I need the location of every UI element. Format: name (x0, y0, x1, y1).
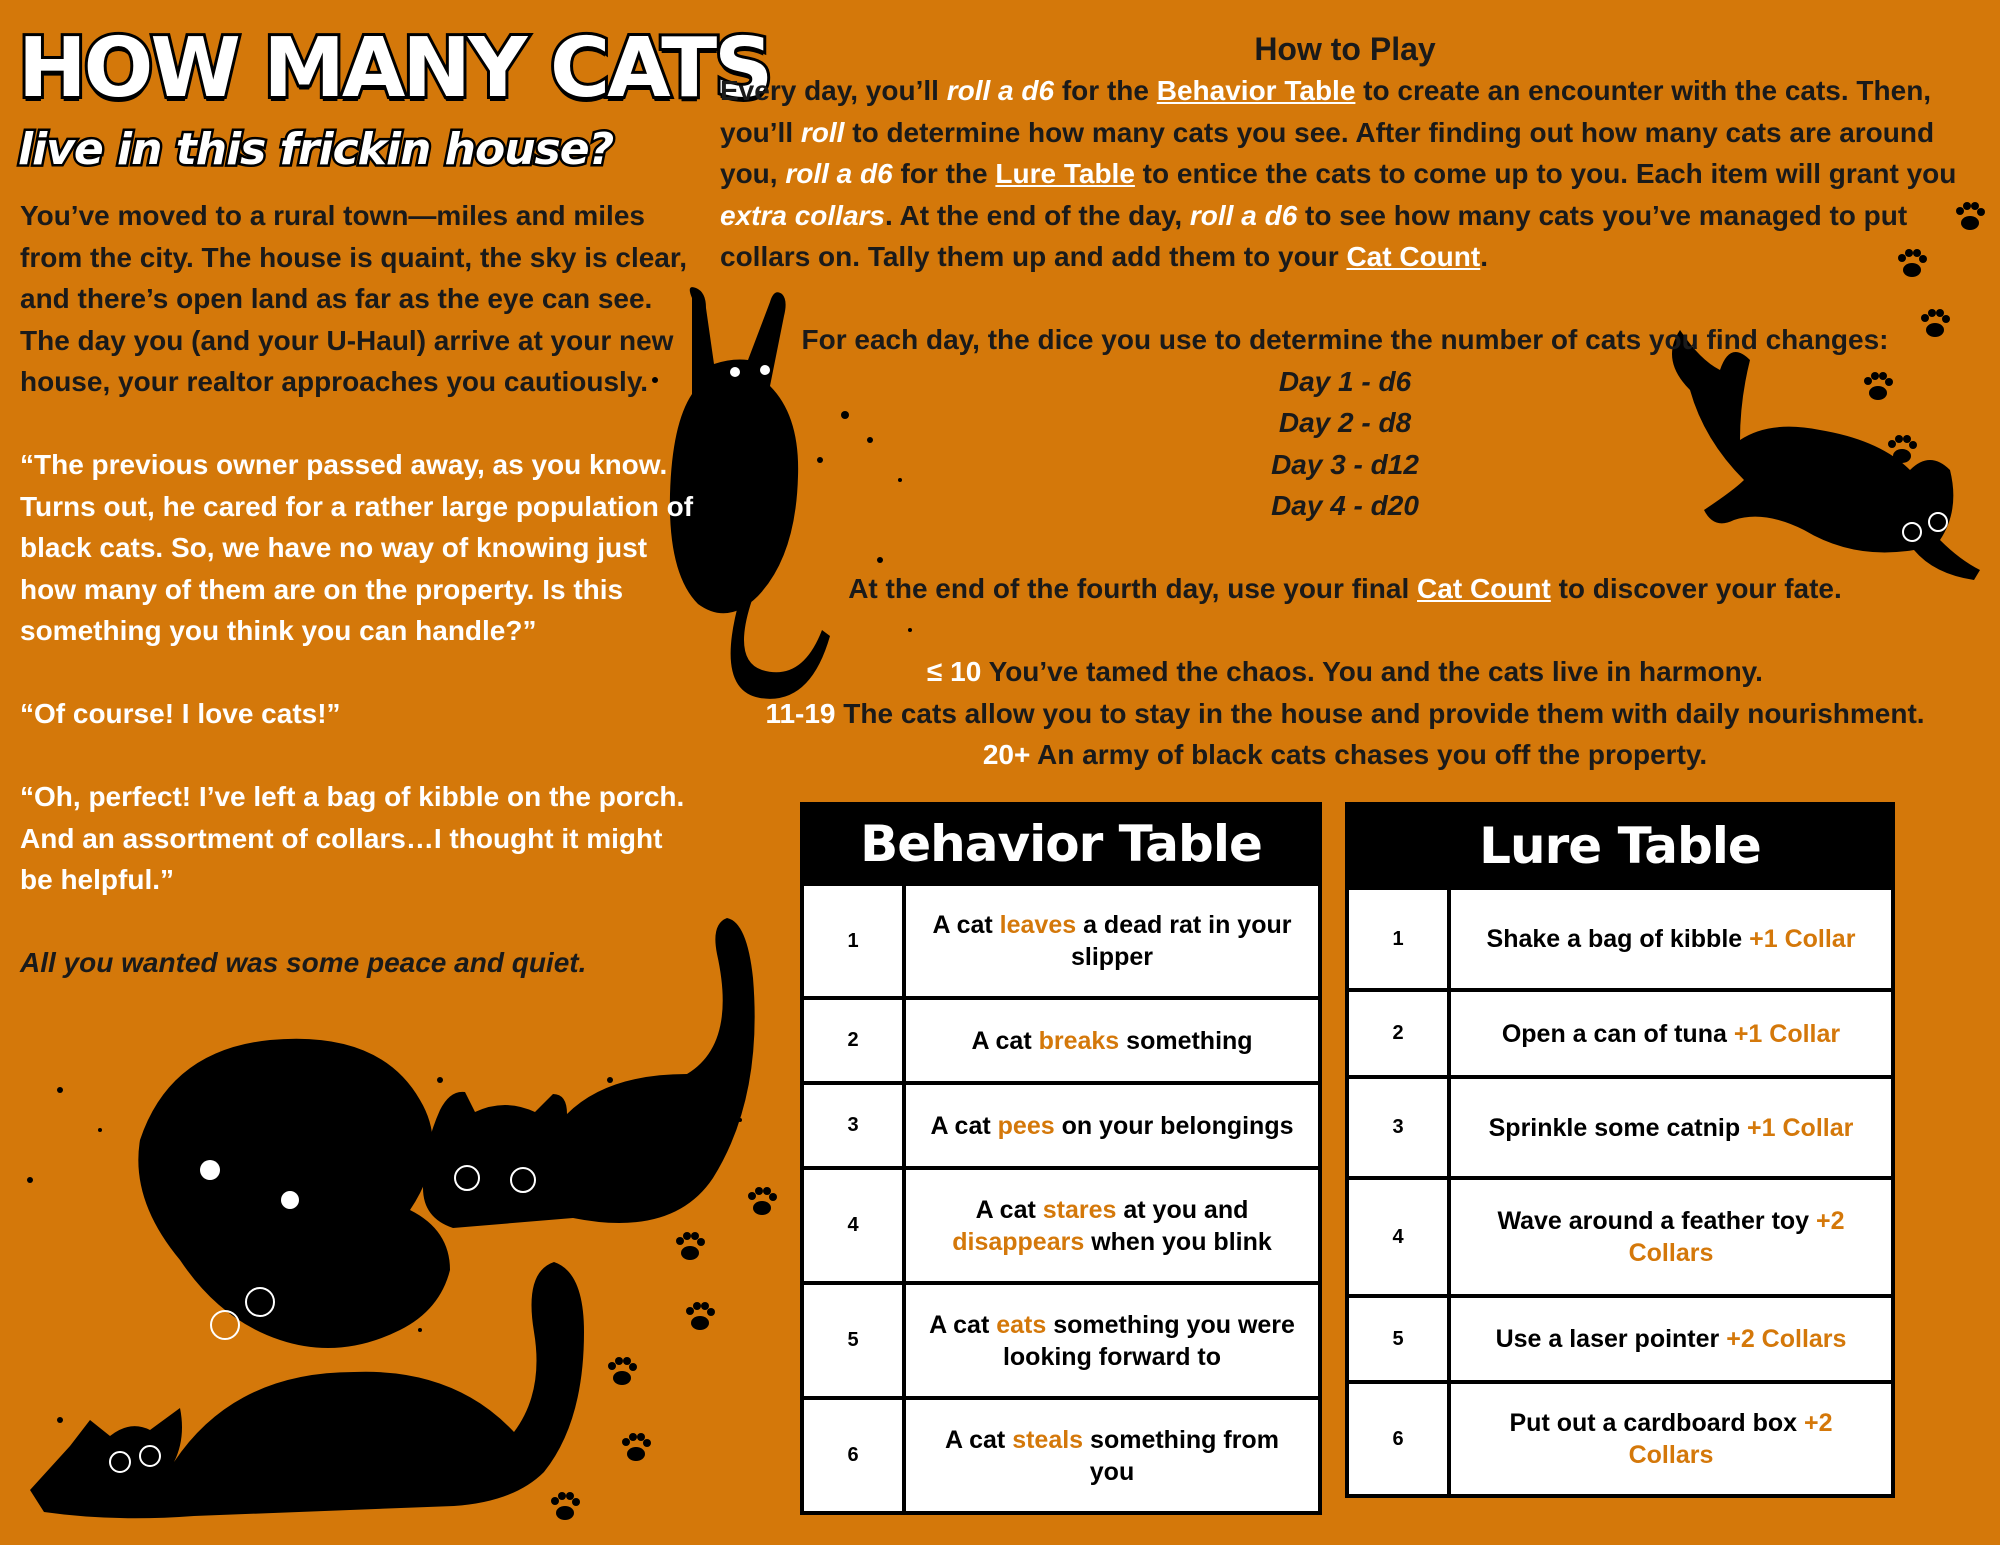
lure-table-title: Lure Table (1349, 806, 1891, 886)
table-row (1349, 1176, 1891, 1294)
text: to determine how many cats you see. After finding out how many cats are around you, (720, 116, 1935, 189)
fate-text: The cats allow you to stay in the house and provide them with daily nourishment. (835, 697, 1925, 729)
fate-text: An army of black cats chases you off the property. (1030, 739, 1708, 770)
story-text (20, 195, 700, 1025)
behavior-table-title: Behavior Table (804, 806, 1318, 882)
text: . At the end of the day, (885, 199, 1190, 231)
table-row (1349, 1380, 1891, 1494)
end-of-game-text (720, 568, 1970, 610)
lure-table-link: Lure Table (995, 158, 1135, 189)
day-list (720, 361, 1970, 527)
row-number: 2 (804, 1000, 906, 1081)
row-text: Open a can of tuna +1 Collar (1501, 1019, 1841, 1048)
row-number: 5 (1349, 1298, 1451, 1380)
fate-range: 20+ (982, 739, 1031, 770)
story-paragraph: “Of course! I love cats!” (20, 698, 341, 729)
row-text: Wave around a feather toy +2 Collars (1497, 1207, 1845, 1267)
story-paragraph: “The previous owner passed away, as you know. Turns out, he cared for a rather large population of black cats. So, we have no way of knowing just how many of them are on the property. Is this something you think you can handle?” (20, 449, 694, 646)
row-text: Put out a cardboard box +2 Collars (1509, 1409, 1833, 1469)
table-row (1349, 1294, 1891, 1380)
emphasis: roll a d6 (785, 158, 893, 189)
how-to-play (720, 28, 1990, 776)
lure-table (1345, 802, 1895, 1498)
fate-item (720, 651, 1970, 693)
dice-intro: For each day, the dice you use to determine the number of cats you find changes: (801, 324, 1889, 355)
text: to create an encounter with the cats. Then, you’ll (720, 75, 1932, 148)
cat-count-link: Cat Count (1417, 573, 1551, 604)
row-number: 3 (1349, 1079, 1451, 1176)
row-number: 3 (804, 1085, 906, 1166)
emphasis: roll a d6 (946, 75, 1055, 106)
row-number: 2 (1349, 992, 1451, 1075)
row-text: A cat steals something from you (945, 1425, 1279, 1486)
row-text: A cat stares at you and disappears when you blink (952, 1195, 1272, 1256)
behavior-table-link: Behavior Table (1156, 75, 1356, 106)
text: for the (1054, 75, 1157, 106)
fate-range: 11-19 (765, 697, 836, 729)
table-row (804, 882, 1318, 996)
row-number: 4 (1349, 1180, 1451, 1294)
fate-text: You’ve tamed the chaos. You and the cats live in harmony. (981, 656, 1763, 687)
day-item: Day 1 - d6 (1278, 365, 1412, 397)
row-number: 1 (1349, 890, 1451, 988)
text: to discover your fate. (1550, 573, 1842, 604)
black-cat-rolling-icon (138, 1039, 450, 1348)
table-row (1349, 886, 1891, 988)
row-text: A cat pees on your belongings (930, 1111, 1294, 1140)
row-number: 5 (804, 1285, 906, 1396)
page-title: HOW MANY CATS (18, 21, 771, 116)
fate-list (720, 651, 1970, 776)
emphasis: roll a d6 (1189, 199, 1298, 231)
fate-range: ≤ 10 (927, 656, 982, 687)
story-paragraph: You’ve moved to a rural town—miles and miles from the city. The house is quaint, the sky is clear, and there’s open land as far as the eye can see. The day you (and your U-Haul) arrive at your new house, your realtor approaches you cautiously. (20, 200, 688, 397)
emphasis: extra collars (720, 199, 885, 231)
row-text: A cat breaks something (971, 1026, 1253, 1055)
text: for the (892, 158, 996, 189)
row-text: Use a laser pointer +2 Collars (1495, 1325, 1847, 1353)
row-number: 6 (1349, 1384, 1451, 1494)
table-row (1349, 1075, 1891, 1176)
fate-item (720, 734, 1970, 776)
how-to-play-heading: How to Play (1254, 31, 1436, 67)
table-row (804, 1081, 1318, 1166)
row-text: Sprinkle some catnip +1 Collar (1488, 1113, 1854, 1142)
table-row (804, 1396, 1318, 1511)
row-text: A cat eats something you were looking forward to (929, 1310, 1295, 1371)
text: to entice the cats to come up to you. Each item will grant you (1134, 158, 1957, 189)
row-number: 6 (804, 1400, 906, 1511)
how-to-play-intro (720, 70, 1990, 278)
day-item: Day 3 - d12 (1271, 448, 1419, 480)
day-item: Day 2 - d8 (1278, 407, 1412, 438)
row-text: Shake a bag of kibble +1 Collar (1486, 925, 1856, 953)
text: . (1480, 241, 1488, 272)
text: Every day, you’ll (720, 75, 947, 106)
text: to see how many cats you’ve managed to put collars on. Tally them up and add them to your (720, 199, 1908, 272)
cat-count-link: Cat Count (1346, 241, 1481, 272)
emphasis: roll (800, 116, 845, 148)
story-paragraph: All you wanted was some peace and quiet. (20, 947, 587, 978)
row-text: A cat leaves a dead rat in your slipper (932, 911, 1292, 971)
table-row (804, 1166, 1318, 1281)
row-number: 4 (804, 1170, 906, 1281)
story-paragraph: “Oh, perfect! I’ve left a bag of kibble on the porch. And an assortment of collars…I thought it might be helpful.” (20, 781, 685, 895)
text: At the end of the fourth day, use your final (848, 573, 1418, 604)
behavior-table (800, 802, 1322, 1515)
page-subtitle: live in this frickin house? (18, 124, 614, 175)
row-number: 1 (804, 886, 906, 996)
table-row (804, 996, 1318, 1081)
fate-item (720, 693, 1970, 735)
day-item: Day 4 - d20 (1271, 490, 1419, 521)
table-row (1349, 988, 1891, 1075)
table-row (804, 1281, 1318, 1396)
